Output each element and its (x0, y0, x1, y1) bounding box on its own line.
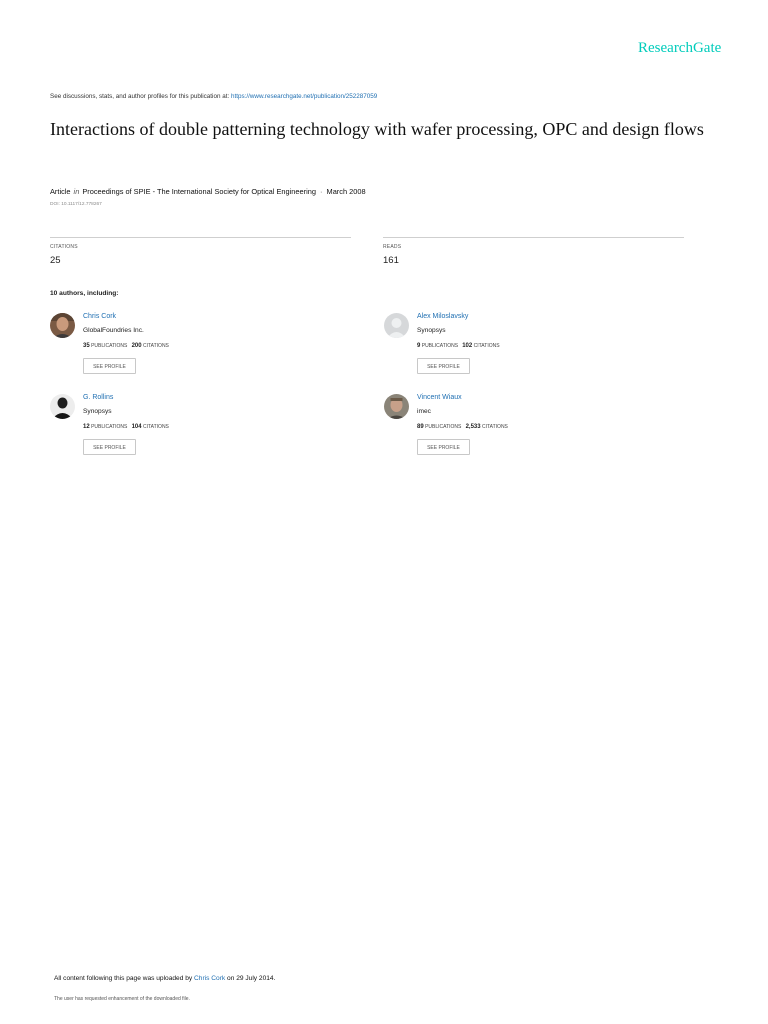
citations-label: CITATIONS (142, 424, 169, 430)
citations-count: 200 (131, 343, 142, 349)
author-stats (83, 424, 169, 430)
author-institution: Synopsys (83, 408, 112, 415)
authors-heading: 10 authors, including: (50, 290, 119, 297)
author-name[interactable]: Vincent Wiaux (417, 394, 462, 401)
author-stats (417, 424, 508, 430)
citations-label: CITATIONS (481, 424, 508, 430)
publications-label: PUBLICATIONS (421, 343, 459, 349)
uploader-link[interactable]: Chris Cork (194, 975, 226, 982)
reads-count: 161 (383, 255, 399, 266)
see-profile-button[interactable]: SEE PROFILE (83, 358, 136, 374)
publication-link[interactable]: https://www.researchgate.net/publication/252287059 (230, 93, 378, 100)
publication-venue[interactable]: Proceedings of SPIE - The International Society for Optical Engineering (82, 187, 316, 196)
reads-divider (383, 237, 684, 238)
citations-count: 2,533 (465, 424, 481, 430)
enhancement-note: The user has requested enhancement of the downloaded file. (54, 996, 190, 1002)
publications-label: PUBLICATIONS (91, 343, 128, 349)
publications-count: 35 (83, 343, 90, 349)
upload-prefix: All content following this page was uploaded by (54, 975, 193, 982)
page-title: Interactions of double patterning technology with wafer processing, OPC and design flows (50, 119, 704, 139)
citations-label: CITATIONS (50, 244, 78, 250)
author-institution: imec (417, 408, 431, 415)
discussion-prefix: See discussions, stats, and author profiles for this publication at: (50, 93, 230, 100)
author-institution: GlobalFoundries Inc. (83, 327, 144, 334)
publications-label: PUBLICATIONS (91, 424, 128, 430)
citations-count: 104 (131, 424, 142, 430)
person-photo-icon[interactable] (50, 394, 75, 419)
author-card (384, 394, 684, 474)
publication-type: Article (50, 187, 71, 196)
author-stats (417, 343, 500, 349)
author-stats (83, 343, 169, 349)
reads-label: READS (383, 244, 402, 250)
author-name[interactable]: Chris Cork (83, 313, 117, 320)
author-name[interactable]: Alex Miloslavsky (417, 313, 469, 320)
author-card (50, 394, 350, 474)
citations-label: CITATIONS (473, 343, 500, 349)
person-photo-icon[interactable] (384, 394, 409, 419)
in-label: in (73, 187, 80, 196)
publication-meta (50, 187, 366, 196)
default-avatar-icon[interactable] (384, 313, 409, 338)
see-profile-button[interactable]: SEE PROFILE (417, 358, 470, 374)
author-card (384, 313, 684, 393)
person-photo-icon[interactable] (50, 313, 75, 338)
publications-count: 12 (83, 424, 90, 430)
citations-count: 25 (50, 255, 61, 266)
publications-count: 89 (417, 424, 424, 430)
author-institution: Synopsys (417, 327, 446, 334)
author-name[interactable]: G. Rollins (83, 394, 114, 401)
publications-count: 9 (417, 343, 421, 349)
discussion-notice (50, 93, 377, 100)
researchgate-logo[interactable]: ResearchGate (638, 40, 722, 56)
see-profile-button[interactable]: SEE PROFILE (83, 439, 136, 455)
upload-notice (54, 975, 275, 982)
citations-count: 102 (462, 343, 473, 349)
upload-suffix: on 29 July 2014. (227, 975, 276, 982)
citations-label: CITATIONS (142, 343, 169, 349)
see-profile-button[interactable]: SEE PROFILE (417, 439, 470, 455)
publication-date: March 2008 (326, 187, 366, 196)
meta-separator: · (320, 187, 323, 196)
citations-divider (50, 237, 351, 238)
publications-label: PUBLICATIONS (425, 424, 462, 430)
author-card (50, 313, 350, 393)
doi[interactable]: DOI: 10.1117/12.778267 (50, 202, 102, 207)
